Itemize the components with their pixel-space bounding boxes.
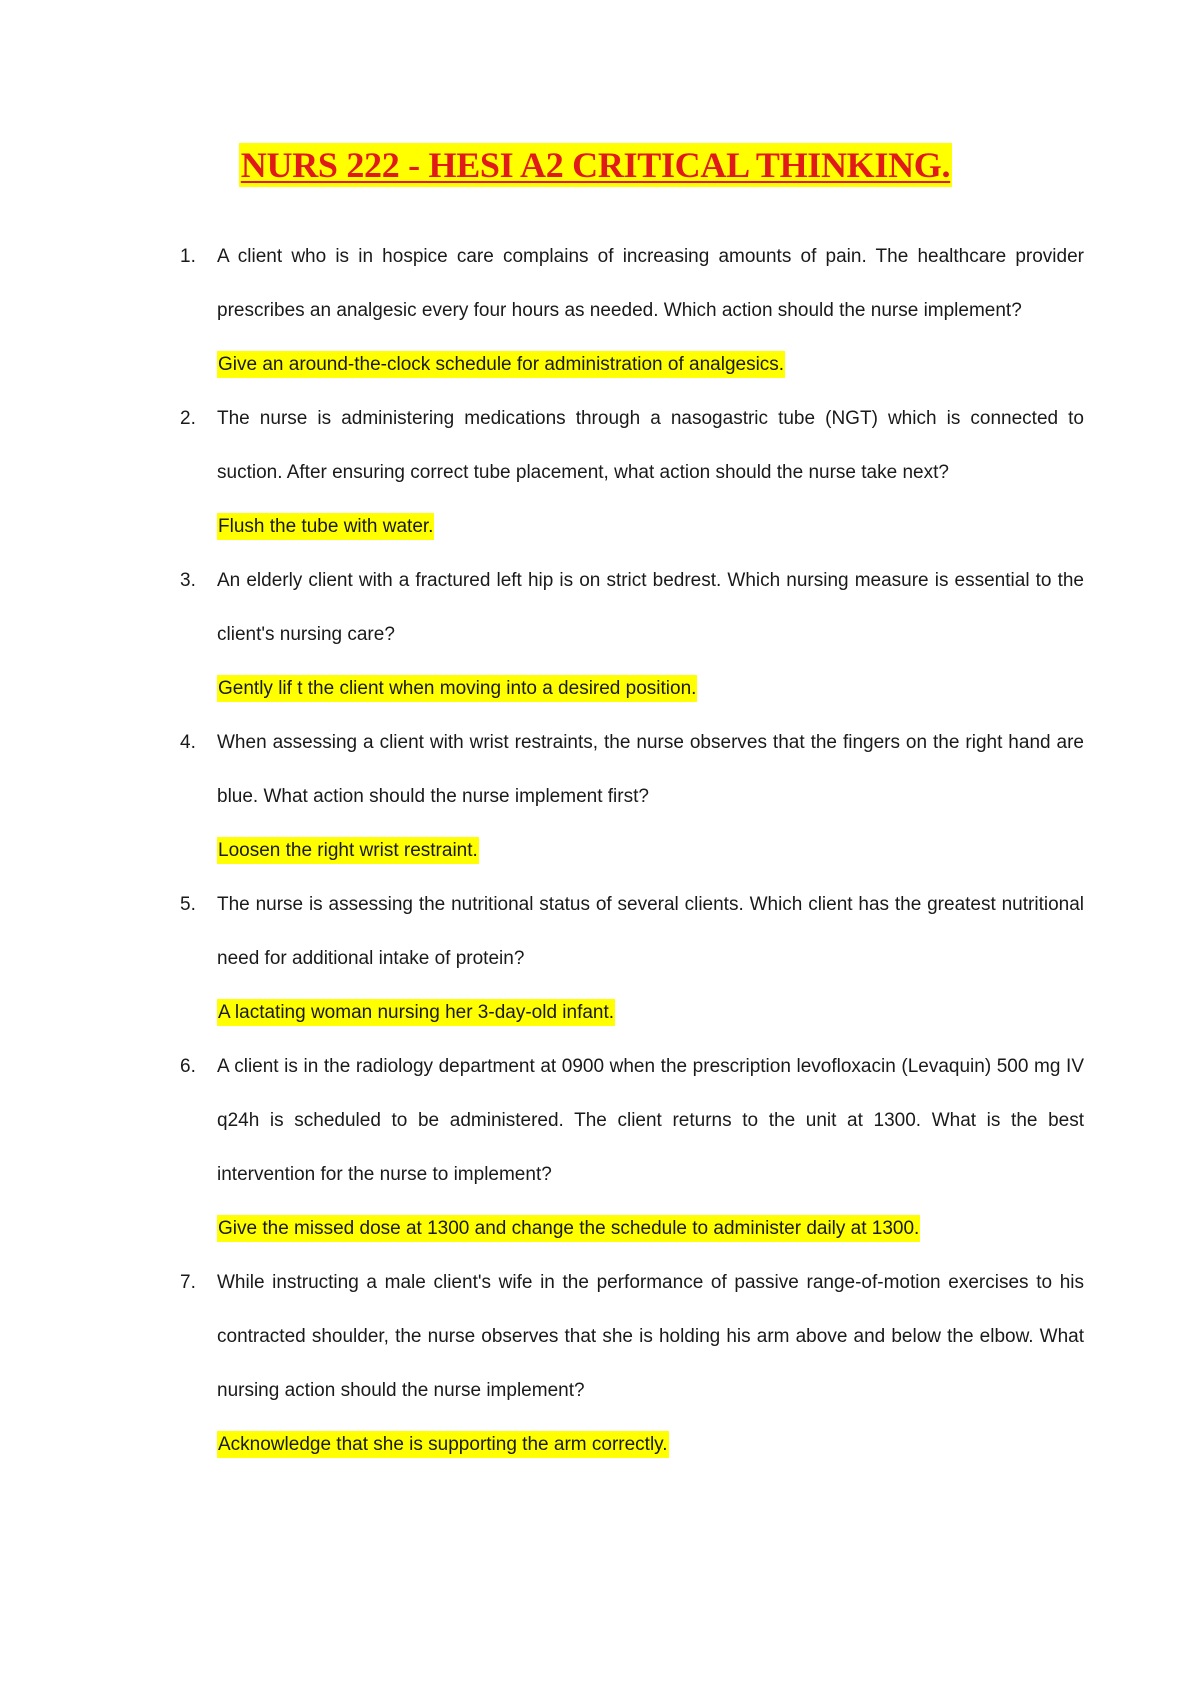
question-number: 3.: [180, 570, 196, 591]
answer-line: [217, 1202, 1191, 1256]
answer-highlight: Loosen the right wrist restraint.: [217, 837, 479, 864]
answer-highlight: Flush the tube with water.: [217, 513, 434, 540]
answer-line: [217, 986, 1191, 1040]
question-item-7: [0, 1256, 1191, 1472]
answer-line: [217, 338, 1191, 392]
title-container: [0, 143, 1191, 187]
answer-highlight: Give an around-the-clock schedule for administration of analgesics.: [217, 351, 785, 378]
question-number: 4.: [180, 732, 196, 753]
question-text: The nurse is assessing the nutritional status of several clients. Which client has the greatest nutritional need for additional intake of protein?: [217, 894, 1084, 969]
page-title: NURS 222 - HESI A2 CRITICAL THINKING.: [240, 145, 951, 185]
question-number: 6.: [180, 1056, 196, 1077]
question-text: While instructing a male client's wife in the performance of passive range-of-motion exercises to his contracted shoulder, the nurse observes that she is holding his arm above and below the elbow. What nursing action should the nurse implement?: [217, 1272, 1084, 1401]
answer-highlight: A lactating woman nursing her 3-day-old infant.: [217, 999, 615, 1026]
question-list: [0, 230, 1191, 1472]
answer-line: [217, 824, 1191, 878]
question-item-2: [0, 392, 1191, 554]
question-item-4: [0, 716, 1191, 878]
answer-line: [217, 662, 1191, 716]
question-text: When assessing a client with wrist restraints, the nurse observes that the fingers on the right hand are blue. What action should the nurse implement first?: [217, 732, 1084, 807]
question-text: An elderly client with a fractured left hip is on strict bedrest. Which nursing measure is essential to the client's nursing care?: [217, 570, 1084, 645]
answer-line: [217, 1418, 1191, 1472]
question-number: 5.: [180, 894, 196, 915]
answer-highlight: Acknowledge that she is supporting the arm correctly.: [217, 1431, 669, 1458]
question-item-1: [0, 230, 1191, 392]
question-text: The nurse is administering medications through a nasogastric tube (NGT) which is connected to suction. After ensuring correct tube placement, what action should the nurse take next?: [217, 408, 1084, 483]
answer-highlight: Gently lif t the client when moving into a desired position.: [217, 675, 697, 702]
question-item-5: [0, 878, 1191, 1040]
question-item-6: [0, 1040, 1191, 1256]
answer-line: [217, 500, 1191, 554]
answer-highlight: Give the missed dose at 1300 and change the schedule to administer daily at 1300.: [217, 1215, 920, 1242]
question-text: A client is in the radiology department at 0900 when the prescription levofloxacin (Levaquin) 500 mg IV q24h is scheduled to be administered. The client returns to the unit at 1300. What is the best intervention for the nurse to implement?: [217, 1056, 1084, 1185]
question-text: A client who is in hospice care complains of increasing amounts of pain. The healthcare provider prescribes an analgesic every four hours as needed. Which action should the nurse implement?: [217, 246, 1084, 321]
question-number: 2.: [180, 408, 196, 429]
question-number: 7.: [180, 1272, 196, 1293]
question-number: 1.: [180, 246, 196, 267]
question-item-3: [0, 554, 1191, 716]
